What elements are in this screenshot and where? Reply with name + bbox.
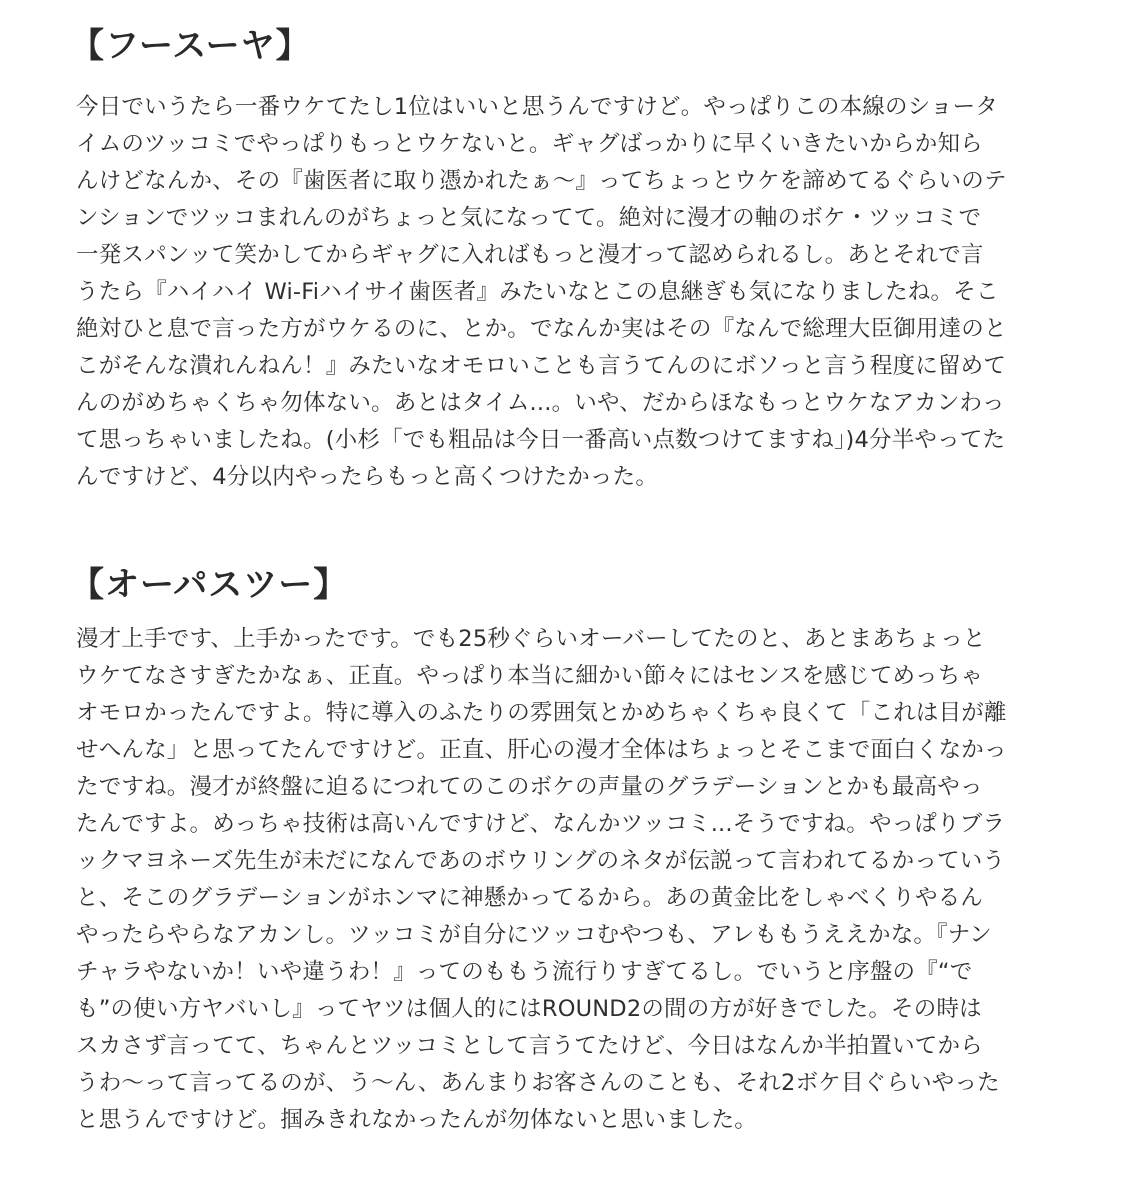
body-line: チャラやないか！いや違うわ！』ってのももう流行りすぎてるし。でいうと序盤の『“で xyxy=(76,959,973,985)
section-heading: 【オーパスツー】 xyxy=(70,565,349,605)
body-line: ックマヨネーズ先生が未だになんであのボウリングのネタが伝説って言われてるかっていう xyxy=(76,848,1006,874)
body-line: んのがめちゃくちゃ勿体ない。あとはタイム...。いや、だからほなもっとウケなアカンわっ xyxy=(76,390,1005,416)
body-line: 一発スパンッて笑かしてからギャグに入ればもっと漫才って認められるし。あとそれで言 xyxy=(76,242,984,268)
body-line: て思っちゃいましたね。(小杉「でも粗品は今日一番高い点数つけてますね」)4分半やってた xyxy=(76,427,1006,453)
body-line: 漫才上手です、上手かったです。でも25秒ぐらいオーバーしてたのと、あとまあちょっと xyxy=(76,626,986,652)
body-line: たんですよ。めっちゃ技術は高いんですけど、なんかツッコミ...そうですね。やっぱりブラ xyxy=(76,811,1006,837)
body-line: こがそんな潰れんねん！』みたいなオモロいことも言うてんのにボソっと言う程度に留めて xyxy=(76,353,1007,379)
body-line: うたら『ハイハイ Wi-Fiハイサイ歯医者』みたいなとこの息継ぎも気になりましたね。そこ xyxy=(76,279,999,305)
body-line: たですね。漫才が終盤に迫るにつれてのこのボケの声量のグラデーションとかも最高やっ xyxy=(76,774,983,800)
body-line: んけどなんか、その『歯医者に取り憑かれたぁ〜』ってちょっとウケを諦めてるぐらいのテ xyxy=(76,168,1007,194)
body-line: うわ〜って言ってるのが、う〜ん、あんまりお客さんのことも、それ2ボケ目ぐらいやった xyxy=(76,1070,1000,1096)
section-heading: 【フースーヤ】 xyxy=(70,26,311,66)
body-line: んですけど、4分以内やったらもっと高くつけたかった。 xyxy=(76,464,659,490)
body-line: せへんな」と思ってたんですけど。正直、肝心の漫才全体はちょっとそこまで面白くなかっ xyxy=(76,737,1007,763)
body-line: スカさず言ってて、ちゃんとツッコミとして言うてたけど、今日はなんか半拍置いてから xyxy=(76,1033,983,1059)
body-line: オモロかったんですよ。特に導入のふたりの雰囲気とかめちゃくちゃ良くて「これは目が離 xyxy=(76,700,1007,726)
body-line: ンションでツッコまれんのがちょっと気になってて。絶対に漫才の軸のボケ・ツッコミで xyxy=(76,205,982,231)
body-line: ウケてなさすぎたかなぁ、正直。やっぱり本当に細かい節々にはセンスを感じてめっちゃ xyxy=(76,663,984,689)
body-line: イムのツッコミでやっぱりもっとウケないと。ギャグばっかりに早くいきたいからか知ら xyxy=(76,131,983,157)
body-line: と思うんですけど。掴みきれなかったんが勿体ないと思いました。 xyxy=(76,1107,758,1133)
body-line: と、そこのグラデーションがホンマに神懸かってるから。あの黄金比をしゃべくりやるん xyxy=(76,885,984,911)
body-line: も”の使い方ヤバいし』ってヤツは個人的にはROUND2の間の方が好きでした。その時は xyxy=(76,996,982,1022)
body-line: 今日でいうたら一番ウケてたし1位はいいと思うんですけど。やっぱりこの本線のショータ xyxy=(76,94,999,120)
body-line: 絶対ひと息で言った方がウケるのに、とか。でなんか実はその『なんで総理大臣御用達のと xyxy=(76,316,1007,342)
body-line: やったらやらなアカンし。ツッコミが自分にツッコむやつも、アレももうええかな。『ナン xyxy=(76,922,992,948)
